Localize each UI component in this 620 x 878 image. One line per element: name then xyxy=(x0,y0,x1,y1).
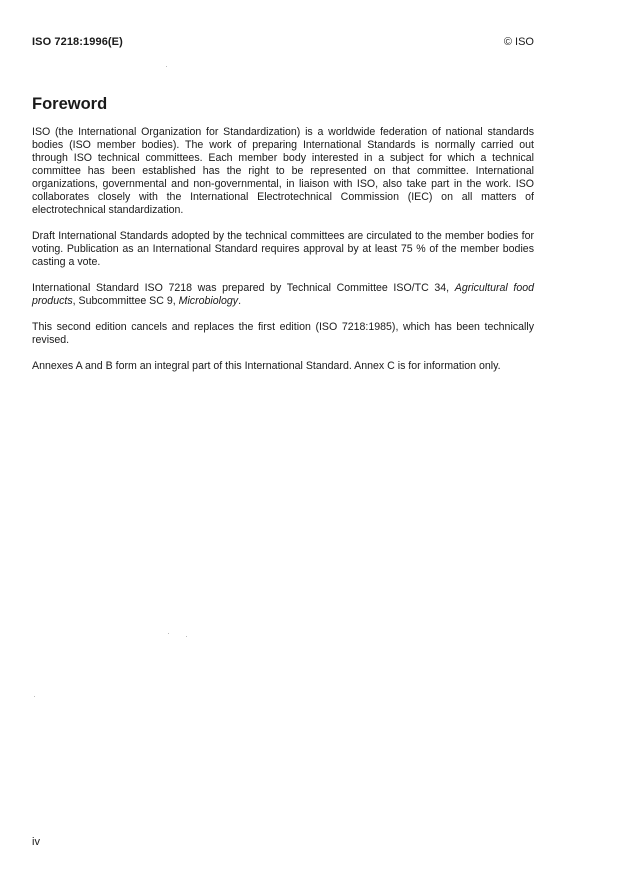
preparation-text: International Standard ISO 7218 was prepared by Technical Committee ISO/TC 34, xyxy=(32,282,455,294)
scan-speck xyxy=(34,696,35,697)
paragraph-preparation xyxy=(32,282,534,308)
document-id: ISO 7218:1996(E) xyxy=(32,36,123,48)
copyright-notice: © ISO xyxy=(503,36,534,48)
page-number: iv xyxy=(32,836,40,848)
preparation-subcommittee: , Subcommittee SC 9, xyxy=(72,295,179,307)
scan-speck xyxy=(186,636,187,637)
paragraph-iso-intro: ISO (the International Organization for Standardization) is a worldwide federation of national standards bodies (ISO member bodies). The work of preparing International Standards is normally carried out through ISO technical committees. Each member body interested in a subject for which a technical committee has been established has the right to be represented on that committee. International organizations, governmental and non-governmental, in liaison with ISO, also take part in the work. ISO collaborates closely with the International Electrotechnical Commission (IEC) on all matters of electrotechnical standardization. xyxy=(32,126,534,216)
subcommittee-title: Microbiology xyxy=(178,295,239,307)
preparation-end: . xyxy=(238,295,242,307)
paragraph-edition: This second edition cancels and replaces the first edition (ISO 7218:1985), which has been technically revised. xyxy=(32,321,534,346)
foreword-body xyxy=(32,126,534,386)
scan-speck xyxy=(168,633,169,634)
committee-title: Agricultural food products xyxy=(32,282,534,307)
page-title: Foreword xyxy=(32,95,108,113)
scan-speck xyxy=(166,66,167,67)
paragraph-annexes: Annexes A and B form an integral part of this International Standard. Annex C is for information only. xyxy=(32,360,501,372)
paragraph-draft-standards: Draft International Standards adopted by the technical committees are circulated to the member bodies for voting. Publication as an International Standard requires approval by at least 75 % of the member bodies casting a vote. xyxy=(32,230,534,268)
